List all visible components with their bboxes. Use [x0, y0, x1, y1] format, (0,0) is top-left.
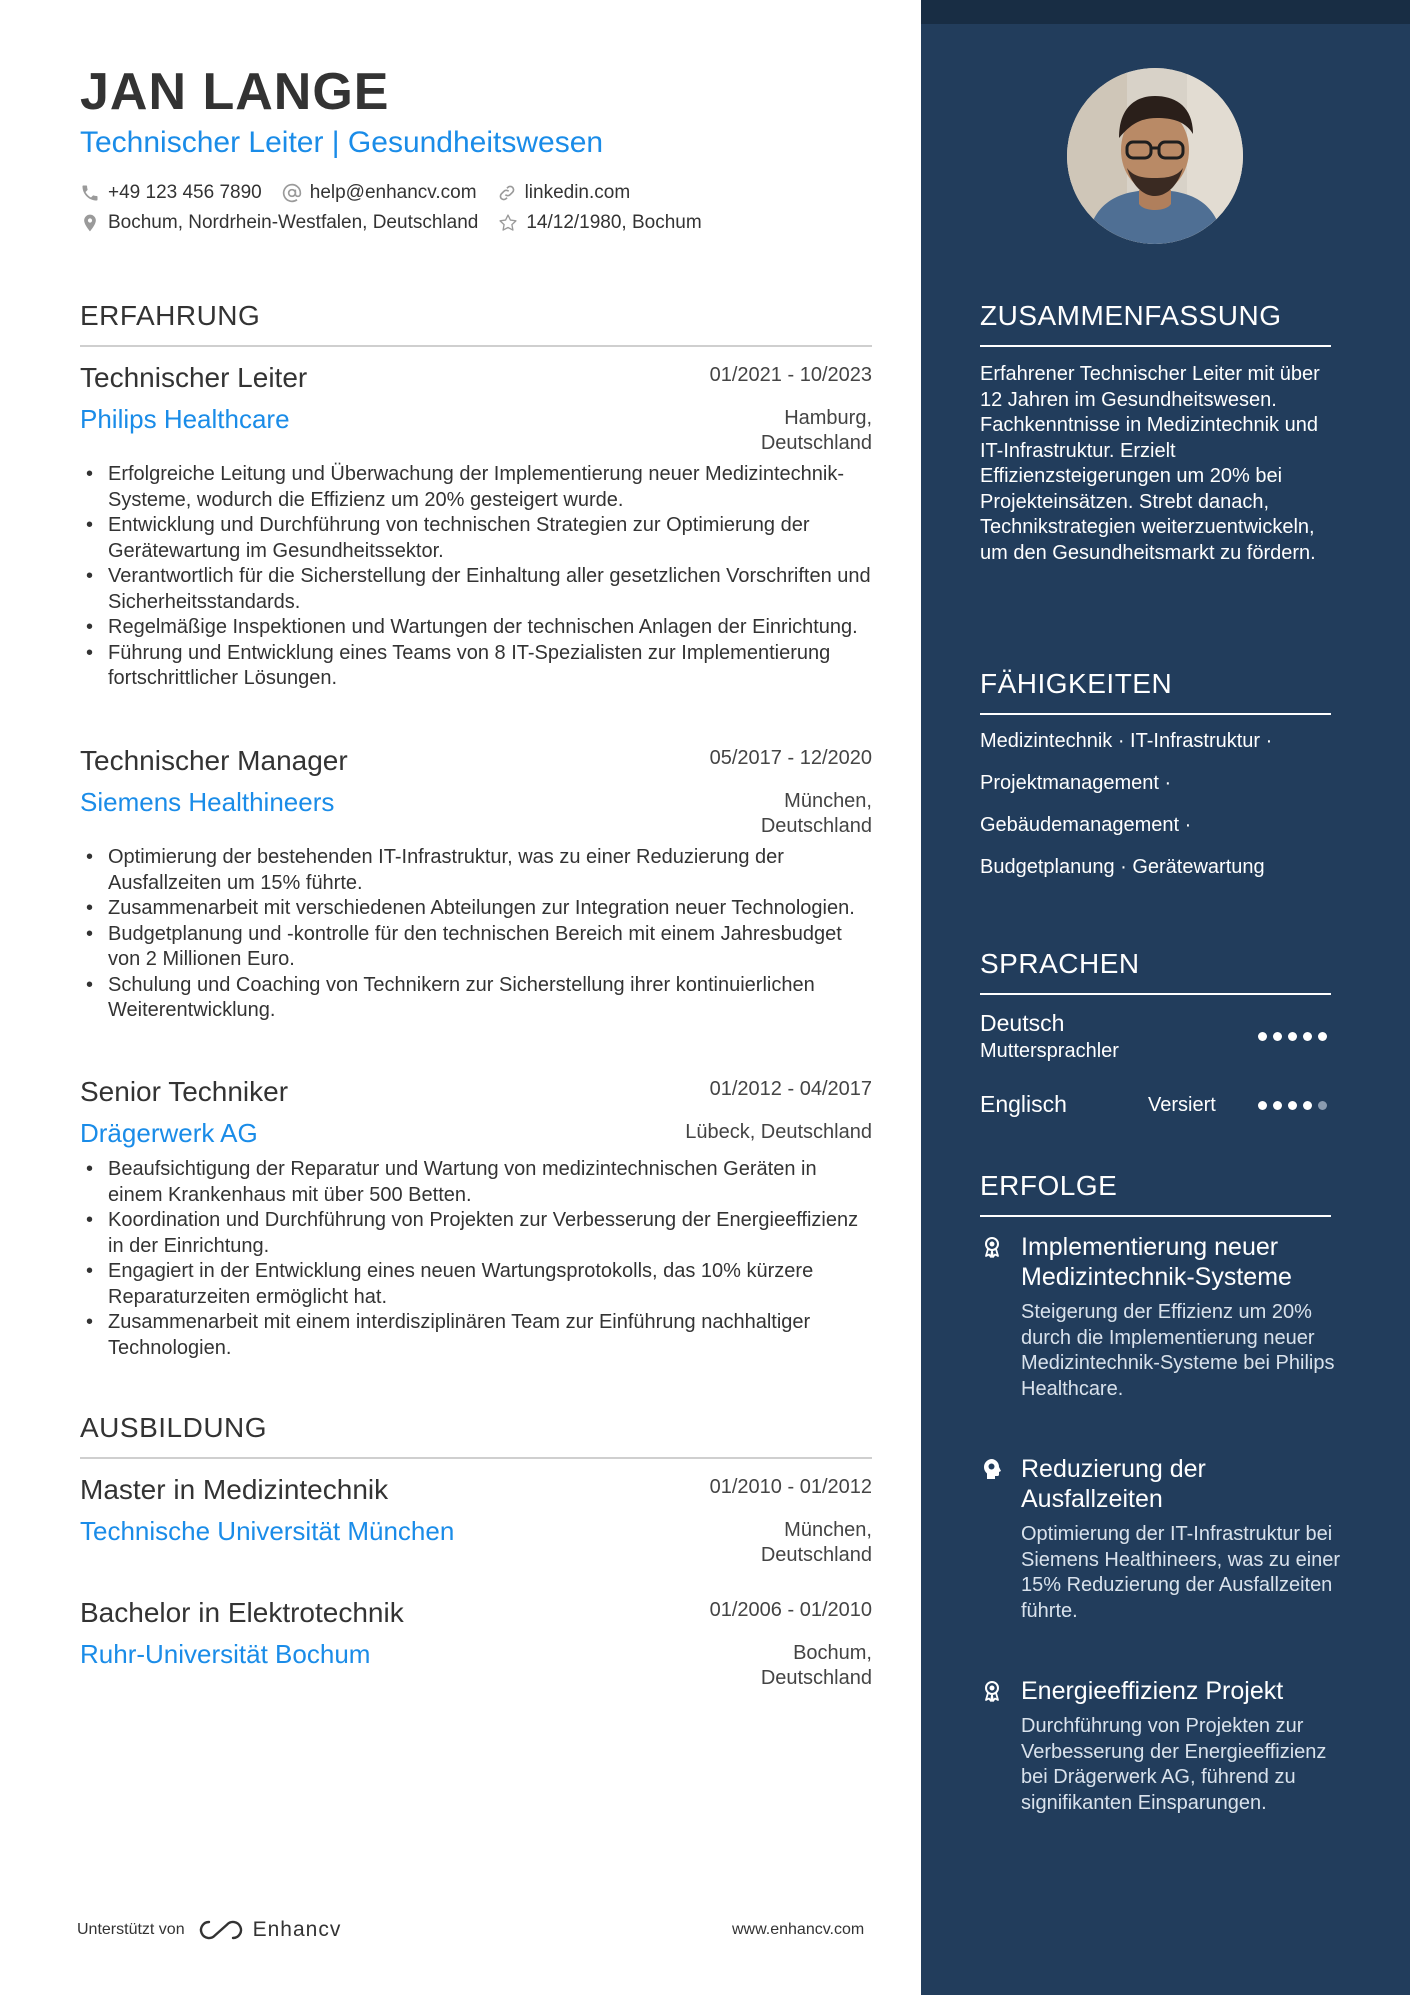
bullet-item: • Zusammenarbeit mit einem interdisziplinären Team zur Einführung nachhaltiger Technologien. [108, 1310, 874, 1361]
rating-dot-filled [1288, 1032, 1297, 1041]
rating-dot-filled [1303, 1032, 1312, 1041]
contact-location [80, 212, 478, 234]
contact-birth [498, 212, 701, 234]
experience-section-title: ERFAHRUNG [80, 300, 261, 331]
job-bullets [80, 1157, 874, 1361]
phone-icon [80, 183, 100, 203]
avatar-portrait [1067, 68, 1243, 244]
rating-dot-filled [1258, 1032, 1267, 1041]
experience-divider [80, 345, 872, 347]
location-text: Bochum, Nordrhein-Westfalen, Deutschland [108, 212, 479, 233]
bullet-item: • Führung und Entwicklung eines Teams von 8 IT-Spezialisten zur Implementierung fortschrittlicher Lösungen. [108, 641, 874, 692]
bullet-item: • Engagiert in der Entwicklung eines neuen Wartungsprotokolls, das 10% kürzere Reparaturzeiten ermöglicht hat. [108, 1259, 874, 1310]
job-location-line-2: Deutschland [760, 432, 872, 454]
contact-phone [80, 182, 262, 204]
rating-dot-filled [1273, 1032, 1282, 1041]
email-text[interactable]: help@enhancv.com [309, 182, 477, 203]
job-location [572, 1120, 872, 1145]
achievements-section-title: ERFOLGE [980, 1170, 1118, 1201]
sidebar-top-bar [921, 0, 1410, 24]
achievement-title: Implementierung neuer Medizintechnik-Systeme [1021, 1233, 1292, 1291]
footer-powered-by [77, 1918, 341, 1942]
summary-section-title: ZUSAMMENFASSUNG [980, 300, 1282, 331]
job-location-line-2: Deutschland [760, 815, 872, 837]
job-bullets [80, 845, 874, 1024]
job-dates: 01/2021 - 10/2023 [709, 364, 872, 386]
lightbulb-head-icon [980, 1457, 1004, 1481]
achievement-description: Optimierung der IT-Infrastruktur bei Siemens Healthineers, was zu einer 15% Reduzierung der Ausfallzeiten führte. [1021, 1523, 1341, 1622]
candidate-headline: Technischer Leiter | Gesundheitswesen [80, 126, 604, 159]
contact-row-1 [80, 182, 650, 204]
footer-website[interactable]: www.enhancv.com [732, 1921, 865, 1938]
skills-divider [980, 713, 1331, 715]
enhancv-logo-icon [197, 1918, 245, 1942]
rating-dot-empty [1318, 1101, 1327, 1110]
bullet-item: • Regelmäßige Inspektionen und Wartungen der technischen Anlagen der Einrichtung. [108, 615, 874, 641]
bullet-item: • Beaufsichtigung der Reparatur und Wartung von medizintechnischen Geräten in einem Krankenhaus mit über 500 Betten. [108, 1157, 874, 1208]
rating-dot-filled [1258, 1101, 1267, 1110]
enhancv-brand: Enhancv [252, 1918, 342, 1941]
skills-line: Projektmanagement · [980, 772, 1172, 794]
summary-divider [980, 345, 1331, 347]
degree-dates: 01/2010 - 01/2012 [709, 1476, 872, 1498]
education-divider [80, 1457, 872, 1459]
award-icon [980, 1235, 1004, 1259]
star-icon [498, 213, 518, 233]
bullet-item: • Zusammenarbeit mit verschiedenen Abteilungen zur Integration neuer Technologien. [108, 896, 874, 922]
job-bullets [80, 462, 874, 692]
job-dates: 05/2017 - 12/2020 [709, 747, 872, 769]
contact-row-2 [80, 212, 722, 234]
rating-dot-filled [1303, 1101, 1312, 1110]
achievement-title: Energieeffizienz Projekt [1021, 1677, 1284, 1705]
job-title: Senior Techniker [80, 1076, 289, 1107]
job-location [672, 406, 872, 456]
school-location-line-1: München, [784, 1519, 872, 1541]
job-title: Technischer Manager [80, 745, 348, 776]
summary-text: Erfahrener Technischer Leiter mit über 12 Jahren im Gesundheitswesen. Fachkenntnisse in Medizintechnik und IT-Infrastruktur. Erzielt Effizienzsteigerungen um 20% bei Projekteinsätzen. Strebt danach, Technikstrategien weiterzuentwickeln, um den Gesundheitsmarkt zu fördern. [980, 363, 1320, 564]
achievement-title: Reduzierung der Ausfallzeiten [1021, 1455, 1206, 1513]
job-company: Drägerwerk AG [80, 1118, 258, 1148]
school-name: Technische Universität München [80, 1516, 455, 1546]
bullet-item: • Schulung und Coaching von Technikern zur Sicherstellung ihrer kontinuierlichen Weiterentwicklung. [108, 973, 874, 1024]
school-location [672, 1518, 872, 1568]
achievement-description: Steigerung der Effizienz um 20% durch die Implementierung neuer Medizintechnik-Systeme bei Philips Healthcare. [1021, 1301, 1335, 1400]
sidebar [921, 0, 1410, 1995]
job-company: Philips Healthcare [80, 404, 290, 434]
school-name: Ruhr-Universität Bochum [80, 1639, 371, 1669]
bullet-item: • Koordination und Durchführung von Projekten zur Verbesserung der Energieeffizienz in der Einrichtung. [108, 1208, 874, 1259]
skills-section-title: FÄHIGKEITEN [980, 668, 1173, 699]
language-rating [1258, 1032, 1333, 1041]
phone-text: +49 123 456 7890 [108, 182, 262, 203]
degree-title: Master in Medizintechnik [80, 1474, 389, 1505]
link-icon [497, 183, 517, 203]
languages-divider [980, 993, 1331, 995]
linkedin-text[interactable]: linkedin.com [524, 182, 631, 203]
contact-linkedin[interactable] [497, 182, 631, 204]
school-location-line-1: Bochum, [793, 1642, 872, 1664]
avatar [1067, 68, 1243, 244]
school-location [672, 1641, 872, 1691]
achievement-description: Durchführung von Projekten zur Verbesserung der Energieeffizienz bei Drägerwerk AG, führend zu signifikanten Einsparungen. [1021, 1715, 1327, 1814]
languages-section-title: SPRACHEN [980, 948, 1140, 979]
rating-dot-filled [1288, 1101, 1297, 1110]
job-location-line-1: München, [784, 790, 872, 812]
language-level: Muttersprachler [980, 1040, 1119, 1062]
birth-text: 14/12/1980, Bochum [526, 212, 702, 233]
job-location [672, 789, 872, 839]
job-company: Siemens Healthineers [80, 787, 335, 817]
degree-title: Bachelor in Elektrotechnik [80, 1597, 404, 1628]
language-name: Deutsch [980, 1010, 1065, 1036]
job-location-line-1: Hamburg, [784, 407, 872, 429]
powered-by-text: Unterstützt von [77, 1921, 185, 1938]
skills-line: Gebäudemanagement · [980, 814, 1192, 836]
school-location-line-2: Deutschland [760, 1544, 872, 1566]
bullet-item: • Verantwortlich für die Sicherstellung der Einhaltung aller gesetzlichen Vorschriften und Sicherheitsstandards. [108, 564, 874, 615]
candidate-name: JAN LANGE [80, 63, 390, 121]
bullet-item: • Entwicklung und Durchführung von technischen Strategien zur Optimierung der Gerätewartung im Gesundheitssektor. [108, 513, 874, 564]
skills-line: Medizintechnik · IT-Infrastruktur · [980, 730, 1273, 752]
bullet-item: • Optimierung der bestehenden IT-Infrastruktur, was zu einer Reduzierung der Ausfallzeiten um 15% führte. [108, 845, 874, 896]
job-dates: 01/2012 - 04/2017 [709, 1078, 872, 1100]
language-level: Versiert [1148, 1094, 1216, 1116]
skills-line: Budgetplanung · Gerätewartung [980, 856, 1265, 878]
job-title: Technischer Leiter [80, 362, 308, 393]
school-location-line-2: Deutschland [760, 1667, 872, 1689]
at-icon [282, 183, 302, 203]
achievements-divider [980, 1215, 1331, 1217]
rating-dot-filled [1273, 1101, 1282, 1110]
rating-dot-filled [1318, 1032, 1327, 1041]
bullet-item: • Budgetplanung und -kontrolle für den technischen Bereich mit einem Jahresbudget von 2 Millionen Euro. [108, 922, 874, 973]
award-icon [980, 1679, 1004, 1703]
bullet-item: • Erfolgreiche Leitung und Überwachung der Implementierung neuer Medizintechnik-Systeme, wodurch die Effizienz um 20% gesteigert wurde. [108, 462, 874, 513]
degree-dates: 01/2006 - 01/2010 [709, 1599, 872, 1621]
language-rating [1258, 1101, 1333, 1110]
job-location-line-1: Lübeck, Deutschland [685, 1121, 872, 1143]
location-pin-icon [80, 213, 100, 233]
contact-email[interactable] [282, 182, 477, 204]
language-name: Englisch [980, 1091, 1067, 1117]
education-section-title: AUSBILDUNG [80, 1412, 268, 1443]
